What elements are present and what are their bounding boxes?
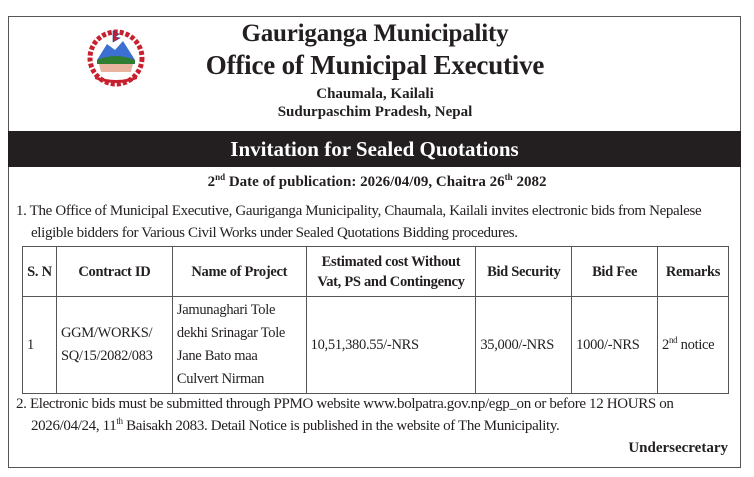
publication-ordinal: 2 [207,174,216,190]
remarks-ordinal: 2 [662,336,669,353]
header-bid-fee: Bid Fee [572,247,658,297]
paragraph-1 [16,200,736,244]
cell-contract-id: GGM/WORKS/ SQ/15/2082/083 [56,297,172,394]
notice-title: Invitation for Sealed Quotations [8,131,741,167]
cell-cost: 10,51,380.55/-NRS [306,297,476,394]
table-row [23,297,729,394]
publication-day-suffix: th [504,172,513,182]
paragraph-1-line-1: 1. The Office of Municipal Executive, Gauriganga Municipality, Chaumala, Kailali invites electronic bids from Nepalese [16,203,702,219]
office-name: Office of Municipal Executive [205,50,545,80]
cell-remarks [658,297,729,394]
deadline-day-suffix: th [116,416,123,426]
header-bid-security: Bid Security [476,247,572,297]
bid-table [22,246,729,394]
address-line-2: Sudurpaschim Pradesh, Nepal [277,104,473,120]
address-line-1: Chaumala, Kailali [316,86,434,102]
paragraph-2 [16,393,736,437]
header-contract-id: Contract ID [56,247,172,297]
header-project: Name of Project [172,247,306,297]
municipality-name: Gauriganga Municipality [241,20,509,47]
signature: Undersecretary [628,440,728,456]
publication-date [0,174,754,191]
remarks-text: notice [677,336,715,353]
publication-date-text: Date of publication: 2026/04/09, Chaitra 26 [225,174,505,190]
deadline-text: Baisakh 2083. Detail Notice is published in the website of The Municipality. [122,418,560,434]
header-sn: S. N [23,247,57,297]
paragraph-2-line-2 [16,415,736,437]
cell-project: Jamunaghari Tole dekhi Srinagar Tole Jane Bato maa Culvert Nirman [172,297,306,394]
cell-sn: 1 [23,297,57,394]
cell-bid-security: 35,000/-NRS [476,297,572,394]
publication-year: 2082 [512,174,547,190]
table-header-row [23,247,729,297]
remarks-ordinal-suffix: nd [668,334,678,345]
deadline-date: 2026/04/24, 11 [31,418,117,434]
paragraph-2-line-1: 2. Electronic bids must be submitted through PPMO website www.bolpatra.gov.np/egp_on or before 12 HOURS on [16,396,674,412]
header-cost: Estimated cost Without Vat, PS and Contingency [306,247,476,297]
nepal-emblem-icon [85,28,147,88]
cell-bid-fee: 1000/-NRS [572,297,658,394]
paragraph-1-line-2: eligible bidders for Various Civil Works under Sealed Quotations Bidding procedures. [31,225,518,241]
header-remarks: Remarks [658,247,729,297]
publication-ordinal-suffix: nd [215,172,226,182]
